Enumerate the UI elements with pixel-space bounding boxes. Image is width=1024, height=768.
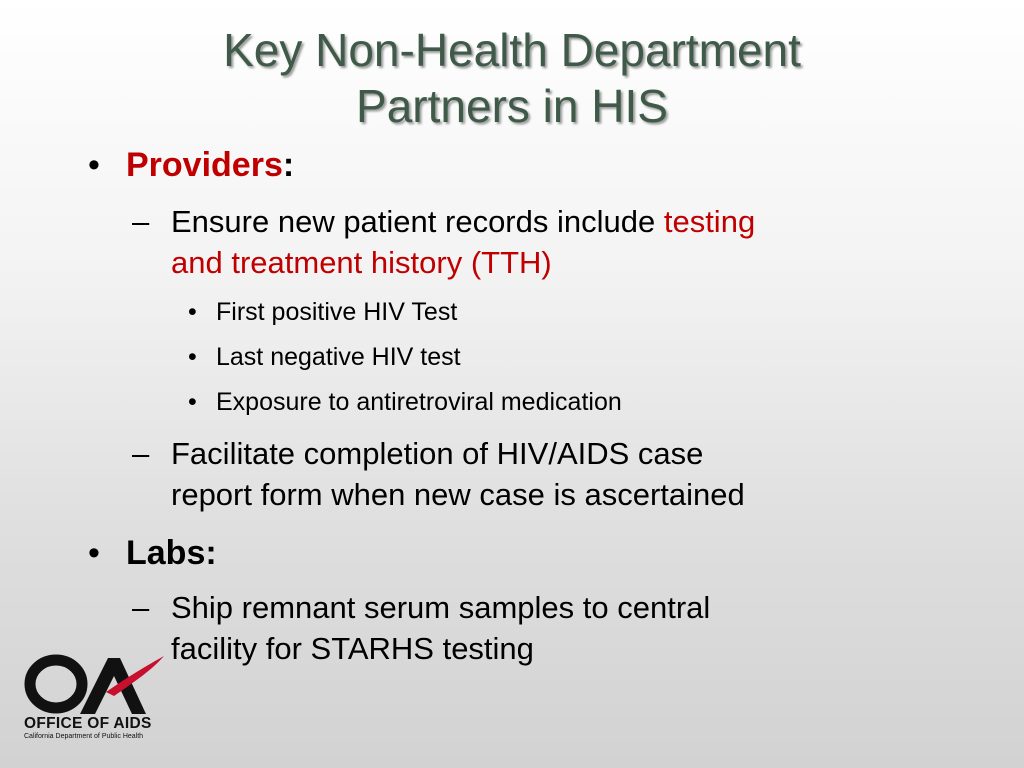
dash-marker: – xyxy=(132,204,150,239)
slide-title-line-1: Key Non-Health Department xyxy=(223,24,801,76)
bullet-marker: • xyxy=(88,146,100,184)
logo-name: OFFICE OF AIDS xyxy=(24,715,152,732)
sub-bullet-marker: • xyxy=(188,388,197,416)
bullet-providers-colon: : xyxy=(282,146,295,184)
sub-item-text: Last negative HIV test xyxy=(216,343,461,371)
slide-title-line-2: Partners in HIS xyxy=(356,80,668,132)
dash-marker: – xyxy=(132,590,150,625)
ensure-records-highlight: testing xyxy=(663,204,756,239)
logo-subtitle: California Department of Public Health xyxy=(24,733,144,740)
ship-samples-line-1: Ship remnant serum samples to central xyxy=(171,590,711,625)
bullet-providers-label: Providers xyxy=(126,146,283,184)
facilitate-line-2: report form when new case is ascertained xyxy=(171,477,745,512)
office-of-aids-logo xyxy=(22,648,168,744)
dash-marker: – xyxy=(132,436,150,471)
facilitate-line-1: Facilitate completion of HIV/AIDS case xyxy=(171,436,704,471)
sub-item-text: Exposure to antiretroviral medication xyxy=(216,388,622,416)
bullet-labs-label: Labs: xyxy=(126,534,217,572)
ensure-records-highlight-line-2: and treatment history (TTH) xyxy=(171,245,552,280)
sub-item-text: First positive HIV Test xyxy=(216,298,458,326)
ship-samples-line-2: facility for STARHS testing xyxy=(171,631,534,666)
sub-bullet-marker: • xyxy=(188,343,197,371)
ensure-records-text: Ensure new patient records include xyxy=(171,204,664,239)
sub-bullet-marker: • xyxy=(188,298,197,326)
bullet-marker: • xyxy=(88,534,100,572)
oa-logo-icon xyxy=(22,648,168,716)
